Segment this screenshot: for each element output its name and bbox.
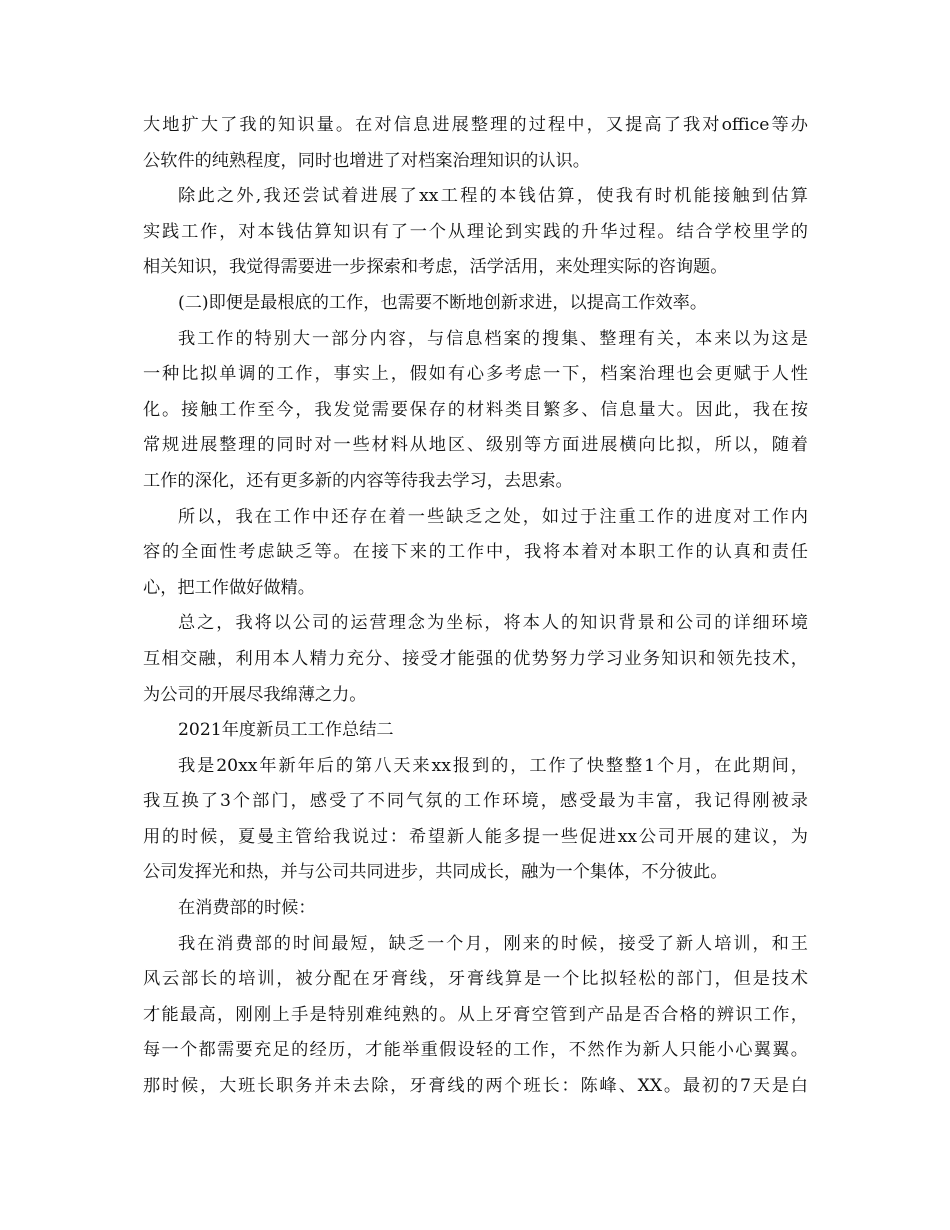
text-line: 相关知识，我觉得需要进一步探索和考虑，活学活用，来处理实际的咨询题。 <box>143 257 728 278</box>
text-line: 为公司的开展尽我绵薄之力。 <box>143 684 367 705</box>
text-line: 我在消费部的时间最短，缺乏一个月，刚来的时候，接受了新人培训，和王 <box>178 933 808 954</box>
text-line: 我是20xx年新年后的第八天来xx报到的，工作了快整整1个月，在此期间， <box>178 755 808 776</box>
text-line: 实践工作，对本钱估算知识有了一个从理论到实践的升华过程。结合学校里学的 <box>143 221 808 242</box>
text-line: 才能最高，刚刚上手是特别难纯熟的。从上牙膏空管到产品是否合格的辨识工作， <box>143 1004 808 1025</box>
text-line: 在消费部的时候： <box>178 898 316 919</box>
text-line: 心，把工作做好做精。 <box>143 577 315 598</box>
text-line: (二)即便是最根底的工作，也需要不断地创新求进，以提高工作效率。 <box>178 292 708 313</box>
text-line: 公软件的纯熟程度，同时也增进了对档案治理知识的认识。 <box>143 150 590 171</box>
text-line: 化。接触工作至今，我发觉需要保存的材料类目繁多、信息量大。因此，我在按 <box>143 399 808 420</box>
text-line: 互相交融，利用本人精力充分、接受才能强的优势努力学习业务知识和领先技术， <box>143 648 808 669</box>
text-line: 大地扩大了我的知识量。在对信息进展整理的过程中，又提高了我对office等办 <box>143 115 808 135</box>
text-line: 我互换了3个部门，感受了不同气氛的工作环境，感受最为丰富，我记得刚被录 <box>143 791 808 812</box>
text-line: 除此之外,我还尝试着进展了xx工程的本钱估算，使我有时机能接触到估算 <box>178 186 808 207</box>
text-line: 工作的深化，还有更多新的内容等待我去学习，去思索。 <box>143 470 573 491</box>
document-body <box>143 108 808 1105</box>
text-line: 用的时候，夏曼主管给我说过：希望新人能多提一些促进xx公司开展的建议，为 <box>143 826 808 847</box>
text-line: 风云部长的培训，被分配在牙膏线，牙膏线算是一个比拟轻松的部门，但是技术 <box>143 969 808 990</box>
text-line: 所以，我在工作中还存在着一些缺乏之处，如过于注重工作的进度对工作内 <box>178 506 808 527</box>
text-line: 2021年度新员工工作总结二 <box>178 720 394 741</box>
text-line: 常规进展整理的同时对一些材料从地区、级别等方面进展横向比拟，所以，随着 <box>143 435 808 456</box>
text-line: 总之，我将以公司的运营理念为坐标，将本人的知识背景和公司的详细环境 <box>178 613 808 634</box>
text-line: 容的全面性考虑缺乏等。在接下来的工作中，我将本着对本职工作的认真和责任 <box>143 542 808 563</box>
text-line: 公司发挥光和热，并与公司共同进步，共同成长，融为一个集体，不分彼此。 <box>143 862 728 883</box>
text-line: 那时候，大班长职务并未去除，牙膏线的两个班长：陈峰、XX。最初的7天是白 <box>143 1076 808 1097</box>
text-line: 每一个都需要充足的经历，才能举重假设轻的工作，不然作为新人只能小心翼翼。 <box>143 1040 808 1061</box>
text-line: 我工作的特别大一部分内容，与信息档案的搜集、整理有关，本来以为这是 <box>178 328 808 349</box>
text-line: 一种比拟单调的工作，事实上，假如有心多考虑一下，档案治理也会更赋于人性 <box>143 364 808 385</box>
